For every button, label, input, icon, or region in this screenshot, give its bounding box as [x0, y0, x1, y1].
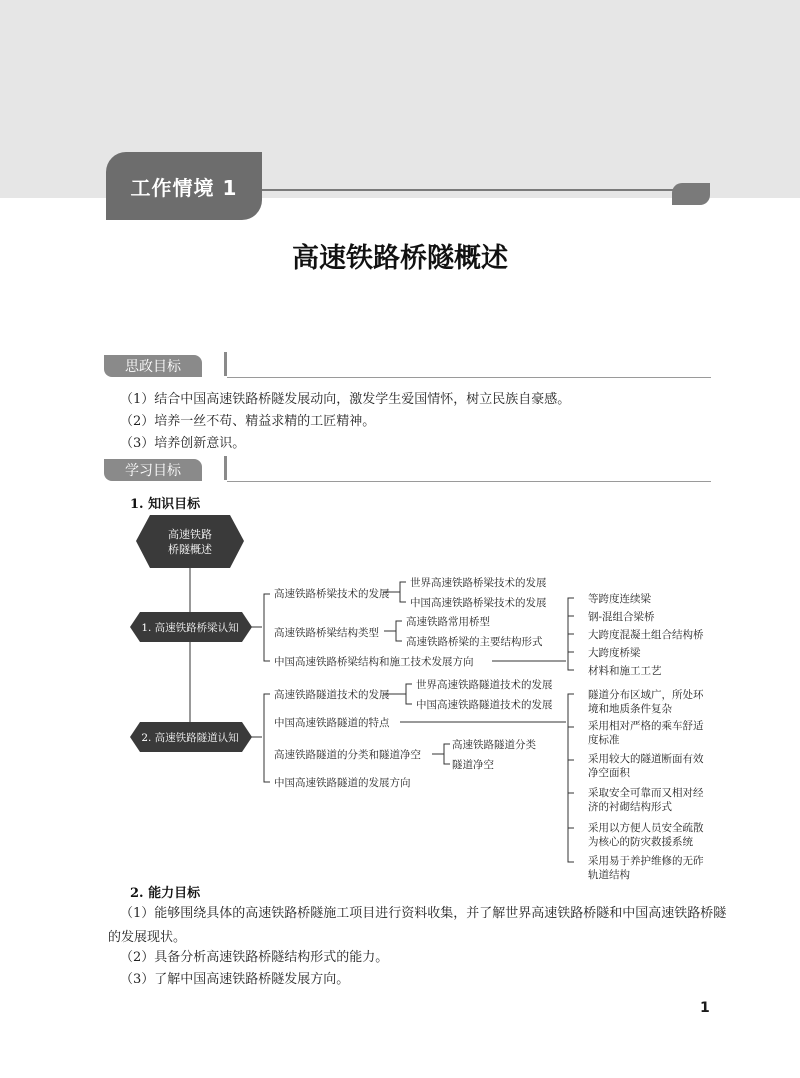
ideology-item-2: （2）培养一丝不苟、精益求精的工匠精神。 [120, 414, 376, 429]
tunnel-feature-4a: 采取安全可靠而又相对经 [588, 787, 704, 799]
ideology-tag: 思政目标 [104, 355, 202, 377]
tunnel-feature-5b: 为核心的防灾救援系统 [588, 836, 693, 848]
tunnel-feature-4b: 济的衬砌结构形式 [588, 801, 672, 813]
bridge-struct-common: 高速铁路常用桥型 [406, 616, 490, 628]
root-label-line2: 桥隧概述 [168, 543, 212, 556]
ideology-item-1: （1）结合中国高速铁路桥隧发展动向，激发学生爱国情怀，树立民族自豪感。 [120, 392, 571, 407]
tunnel-feature-3b: 净空面积 [588, 767, 630, 779]
ability-heading: 2. 能力目标 [130, 886, 201, 901]
bridge-struct-main: 高速铁路桥梁的主要结构形式 [406, 636, 543, 648]
tunnel-tech: 高速铁路隧道技术的发展 [274, 689, 390, 701]
tunnel-feature-6a: 采用易于养护维修的无砟 [588, 855, 704, 867]
bridge-struct: 高速铁路桥梁结构类型 [274, 627, 379, 639]
tunnel-tech-world: 世界高速铁路隧道技术的发展 [416, 679, 553, 691]
bridge-tech-china: 中国高速铁路桥梁技术的发展 [410, 597, 547, 609]
ability-item-3: （3）了解中国高速铁路桥隧发展方向。 [120, 972, 350, 987]
tunnel-feature-2a: 采用相对严格的乘车舒适 [588, 720, 704, 732]
tunnel-class-item-2: 隧道净空 [452, 759, 494, 771]
bridge-trend: 中国高速铁路桥梁结构和施工技术发展方向 [274, 656, 474, 668]
tunnel-feature-3a: 采用较大的隧道断面有效 [588, 753, 704, 765]
page-number: 1 [700, 1000, 710, 1016]
tunnel-tech-china: 中国高速铁路隧道技术的发展 [416, 699, 553, 711]
tunnel-feature-5a: 采用以方便人员安全疏散 [588, 822, 704, 834]
bridge-trend-item-3: 大跨度混凝土组合结构桥 [588, 629, 704, 641]
bridge-trend-item-5: 材料和施工工艺 [588, 665, 662, 677]
tunnel-features: 中国高速铁路隧道的特点 [274, 717, 390, 729]
tunnel-trend: 中国高速铁路隧道的发展方向 [274, 777, 411, 789]
bridge-node-label: 1. 高速铁路桥梁认知 [141, 622, 239, 634]
learning-tag: 学习目标 [104, 459, 202, 481]
bridge-trend-item-4: 大跨度桥梁 [588, 647, 641, 659]
root-node [136, 515, 244, 568]
tunnel-node-label: 2. 高速铁路隧道认知 [141, 732, 239, 744]
tunnel-feature-1a: 隧道分布区域广，所处环 [588, 689, 704, 701]
page-title: 高速铁路桥隧概述 [292, 243, 508, 274]
scene-label: 工作情境 1 [106, 152, 262, 220]
ability-item-1: （1）能够围绕具体的高速铁路桥隧施工项目进行资料收集，并了解世界高速铁路桥隧和中国高速铁路桥隧的发展现状。 [108, 906, 727, 945]
bridge-trend-item-2: 钢-混组合梁桥 [588, 611, 655, 623]
tunnel-class: 高速铁路隧道的分类和隧道净空 [274, 749, 421, 761]
tunnel-class-item-1: 高速铁路隧道分类 [452, 739, 536, 751]
bridge-trend-item-1: 等跨度连续梁 [588, 593, 651, 605]
bridge-tech: 高速铁路桥梁技术的发展 [274, 588, 390, 600]
tunnel-feature-1b: 境和地质条件复杂 [588, 703, 672, 715]
root-label-line1: 高速铁路 [168, 528, 212, 541]
ideology-item-3: （3）培养创新意识。 [120, 436, 246, 451]
tunnel-feature-2b: 度标准 [588, 734, 620, 746]
tunnel-feature-6b: 轨道结构 [588, 869, 630, 881]
bridge-tech-world: 世界高速铁路桥梁技术的发展 [410, 577, 547, 589]
ability-item-2: （2）具备分析高速铁路桥隧结构形式的能力。 [120, 950, 389, 965]
knowledge-heading: 1. 知识目标 [130, 497, 201, 512]
